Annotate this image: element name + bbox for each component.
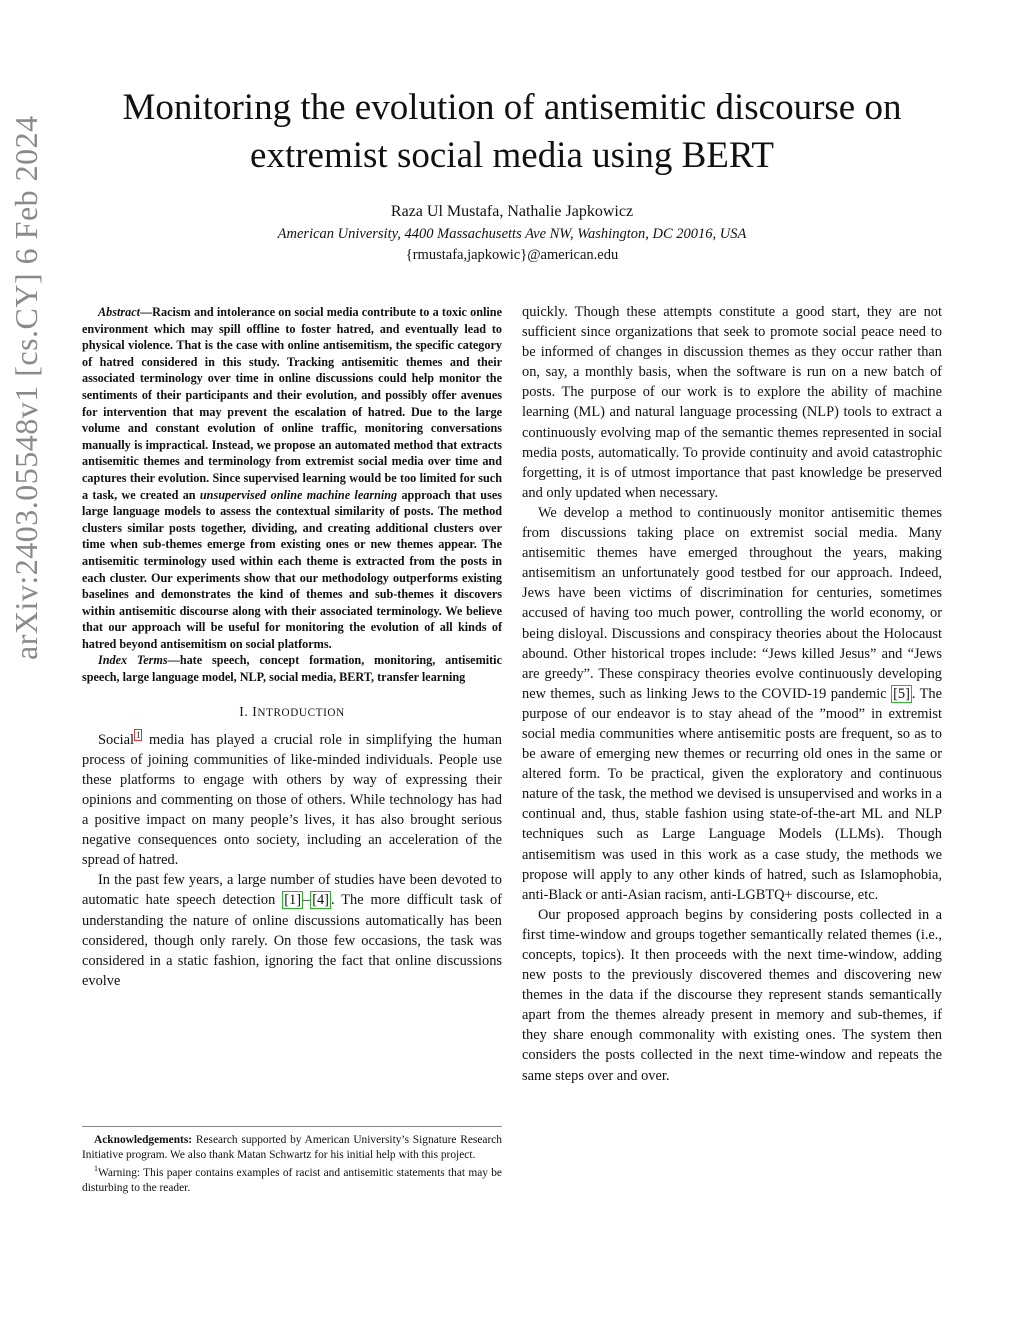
intro-paragraph-3: quickly. Though these attempts constitute a good start, they are not sufficient since organizations that seek to promote social peace need to be informed of changes in discussion themes as they occur rather than on, say, a monthly basis, when the software is run on a new batch of posts. The purpose of our work is to explore the ability of machine learning (ML) and natural language processing (NLP) tools to extract a continuously evolving map of the semantic themes represented in social media posts, automatically. To provide continuity and avoid catastrophic forgetting, it is of utmost importance that past knowledge be preserved and only updated when necessary. [522, 304, 942, 501]
left-column [82, 304, 502, 991]
intro-p2-start: In the past few years, a large number of studies have been devoted to automatic hate speech detection [82, 872, 502, 909]
footnote-1 [82, 1162, 502, 1195]
abstract-text-part2: approach that uses large language models to assess the contextual similarity of posts. The method clusters similar posts together, dividing, and creating additional clusters over time when sub-themes emerge from existing ones or new themes appear. The antisemitic terminology used within each theme is extracted from the posts in each cluster. Our experiments show that our methodology outperforms existing baselines and demonstrates the kind of themes and sub-themes it discovers within antisemitic discourse along with their associated terminology. We believe that our approach will be useful for monitoring the evolution of all kinds of hatred beyond antisemitism on social platforms. [82, 487, 502, 651]
section-heading-introduction [82, 704, 502, 720]
citation-link[interactable]: [1] [284, 892, 301, 909]
paper-title: Monitoring the evolution of antisemitic discourse on extremist social media using BERT [122, 87, 902, 176]
abstract-emphasis: unsupervised online machine learning [199, 487, 398, 502]
acknowledgements-text: Research supported by American University’s Signature Research Initiative program. We also thank Matan Schwartz for his initial help with this project. [82, 1134, 502, 1161]
abstract-label: Abstract [98, 305, 140, 319]
intro-paragraph-5: Our proposed approach begins by considering posts collected in a first time-window and groups together semantically related themes (i.e., concepts, topics). It then proceeds with the next time-window, adding new posts to the previously discovered themes and discovering new themes in the data if the discourse they represent stands semantically apart from the themes already present in memory and sub-themes, if they share enough commonality with existing ones. The system then considers the posts collected in the next time-window and repeats the same steps over and over. [522, 906, 942, 1084]
abstract-text-part1: —Racism and intolerance on social media contribute to a toxic online environment which may spill offline to foster hatred, and eventually lead to physical violence. That is the case with online antisemitism, the specific category of hatred considered in this study. Tracking antisemitic themes and their associated terminology over time in online discussions could help monitor the sentiments of their participants and their evolution, and possibly offer avenues for intervention that may prevent the escalation of hatred. Due to the large volume and constant evolution of online traffic, monitoring conversations manually is impractical. Instead, we propose an automated method that extracts antisemitic themes and terminology from extremist social media over time and captures their evolution. Since supervised learning would be too limited for such a task, we created an [82, 305, 502, 502]
index-terms [82, 652, 502, 685]
index-terms-text: —hate speech, concept formation, monitoring, antisemitic speech, large language model, NLP, social media, BERT, transfer learning [82, 653, 502, 685]
intro-p4-text: . The purpose of our endeavor is to stay ahead of the ”mood” in extremist social media communities where antisemitic posts are frequent, so as to be aware of emerging new themes or recurring old ones in the same or altered form. To be practical, given the exploratory and continuous nature of the task, the method we devised is unsupervised and works in a continual and, thus, stable fashion using state-of-the-art ML and NLP techniques such as Large Language Models (LLMs). Though antisemitism was used in this work as a case study, the methods we propose will apply to any other kinds of hatred, such as Islamophobia, anti-Black or anti-Asian racism, anti-LGBTQ+ discourse, etc. [522, 685, 943, 903]
acknowledgements-label: Acknowledgements: [94, 1134, 193, 1146]
footnote-1-text: Warning: This paper contains examples of racist and antisemitic statements that may be disturbing to the reader. [82, 1166, 502, 1194]
citation-link[interactable]: [4] [312, 892, 329, 909]
author-names: Raza Ul Mustafa, Nathalie Japkowicz [390, 203, 634, 220]
footnote-1-mark: 1 [94, 1164, 98, 1174]
section-initial: I [252, 703, 258, 719]
citation-range-dash: – [302, 892, 311, 909]
intro-paragraph-1 [82, 730, 502, 871]
footnotes [82, 1126, 502, 1195]
arxiv-identifier[interactable]: arXiv:2403.05548v1 [cs.CY] 6 Feb 2024 [8, 115, 44, 660]
intro-p4-start: We develop a method to continuously monitor antisemitic themes from discussions taking place on extremist social media. Many antisemitic themes have emerged throughout the years, making antisemitism an unfortunately good testbed for our approach. Indeed, Jews have been victims of discrimination for centuries, sometimes accused of having too much power, controlling the world economy, or being disloyal. Discussions and conspiracy theories about the Holocaust abound. Other historical tropes include: “Jews killed Jesus” and “Jews are greedy”. These conspiracy theories evolve continuously developing new themes, such as linking Jews to the COVID-19 pandemic [522, 504, 942, 702]
section-title-rest: NTRODUCTION [257, 706, 345, 719]
citation-link[interactable]: [5] [893, 685, 910, 702]
intro-p1-start: Social [98, 731, 134, 748]
section-number: I. [239, 703, 253, 719]
abstract [82, 304, 502, 652]
intro-paragraph-2 [82, 870, 502, 991]
author-affiliation: American University, 4400 Massachusetts Ave NW, Washington, DC 20016, USA [277, 226, 747, 242]
right-column [522, 302, 942, 1086]
intro-paragraph-4 [522, 503, 942, 905]
intro-p1-text: media has played a crucial role in simplifying the human process of joining communities of like-minded individuals. People use these platforms to engage with others by way of expressing their opinions and commenting on those of others. While technology has had a positive impact on many people’s lives, it has also brought serious negative consequences onto society, including an acceleration of the spread of hatred. [82, 731, 502, 869]
index-terms-label: Index Terms [98, 653, 168, 668]
acknowledgements-footnote [82, 1133, 502, 1162]
author-email[interactable]: {rmustafa,japkowic}@american.edu [405, 247, 619, 263]
intro-p2-text: . The more difficult task of understanding the nature of online discussions automatically has been considered, though only rarely. On those few occasions, the task was considered in a static fashion, ignoring the fact that online discussions evolve [82, 892, 503, 989]
footnote-marker-link[interactable]: 1 [135, 729, 141, 740]
